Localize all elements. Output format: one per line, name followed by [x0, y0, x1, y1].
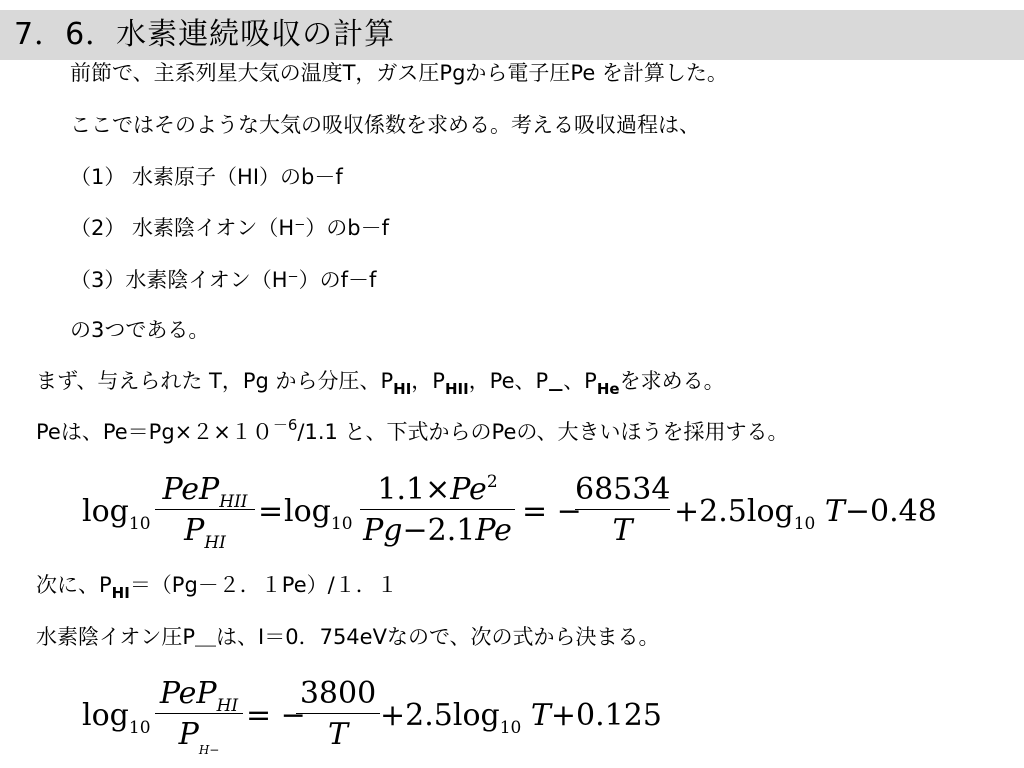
numerator: PeP [159, 676, 217, 711]
numerator: PeP [162, 472, 220, 507]
denominator: T [327, 717, 348, 752]
text-segment: +2.5log [380, 698, 500, 733]
variable: T [530, 698, 551, 733]
fraction-bar [296, 713, 380, 714]
equals-minus: = − [246, 698, 306, 733]
variable: T [824, 494, 845, 529]
numerator-part: 1.1× [377, 472, 451, 507]
text-segment: ，P [411, 369, 445, 393]
subscript: HI [204, 533, 226, 553]
superscript: 2 [486, 472, 498, 492]
exponent: －6 [272, 416, 298, 434]
text-segment: ，Pe、P [468, 369, 549, 393]
paragraph-absorption: ここではそのような大気の吸収係数を求める。考える吸収過程は、 [70, 113, 700, 137]
text-segment: +2.5log [674, 494, 794, 529]
process-item: （1） 水素原子（HI）のb－f [70, 165, 343, 189]
fraction [296, 676, 380, 752]
log-base: 10 [128, 514, 151, 534]
denominator-part: −2.1 [402, 513, 476, 548]
slide-title: 7．6．水素連続吸収の計算 [14, 17, 396, 52]
log-text: log [284, 494, 331, 529]
subscript: — [548, 380, 564, 398]
subscript: He [596, 380, 620, 398]
text-segment: Peは、Pe＝Pg×２×１０ [36, 420, 273, 444]
text-segment: 次に、P [36, 573, 112, 597]
subscript: HII [219, 492, 248, 512]
text-segment: を求める。 [619, 369, 725, 393]
denominator: T [612, 513, 633, 548]
text-segment: /1.1 と、下式からのPeの、大きいほうを採用する。 [297, 420, 789, 444]
paragraph-summary: の3つである。 [70, 318, 210, 342]
log-base: 10 [128, 718, 151, 738]
process-item: （2） 水素陰イオン（H⁻）のb－f [70, 216, 390, 240]
fraction [155, 676, 243, 757]
text-segment: ＝（Pg－２．１Pe）/１．１ [129, 573, 398, 597]
log-base: 10 [499, 718, 522, 738]
subscript: HI [216, 696, 239, 716]
subscript: H− [198, 743, 220, 757]
subscript: HI [393, 380, 412, 398]
denominator-part: Pe [475, 513, 512, 548]
subscript: HII [444, 380, 469, 398]
numerator: 68534 [575, 472, 671, 507]
denominator: P [184, 513, 205, 548]
process-item: （3）水素陰イオン（H⁻）のf－f [70, 268, 377, 292]
denominator: P [178, 717, 199, 752]
hminus-line: 水素陰イオン圧P＿は、I＝0．754eVなので、次の式から決まる。 [36, 625, 660, 649]
equals-minus: = − [522, 494, 582, 529]
numerator-part: Pe [450, 472, 487, 507]
paragraph-intro: 前節で、主系列星大気の温度T，ガス圧Pgから電子圧Pe を計算した。 [70, 61, 728, 85]
subscript: HI [111, 584, 130, 602]
text-segment: まず、与えられた T，Pg から分圧、P [36, 369, 394, 393]
text-segment: +0.125 [550, 698, 662, 733]
log-text: log [82, 698, 129, 733]
log-base: 10 [793, 514, 816, 534]
equals-sign: = [258, 494, 284, 529]
numerator: 3800 [299, 676, 377, 711]
text-segment: −0.48 [844, 494, 937, 529]
text-segment: 、P [563, 369, 597, 393]
log-base: 10 [330, 514, 353, 534]
denominator-part: Pg [363, 513, 403, 548]
log-text: log [82, 494, 129, 529]
